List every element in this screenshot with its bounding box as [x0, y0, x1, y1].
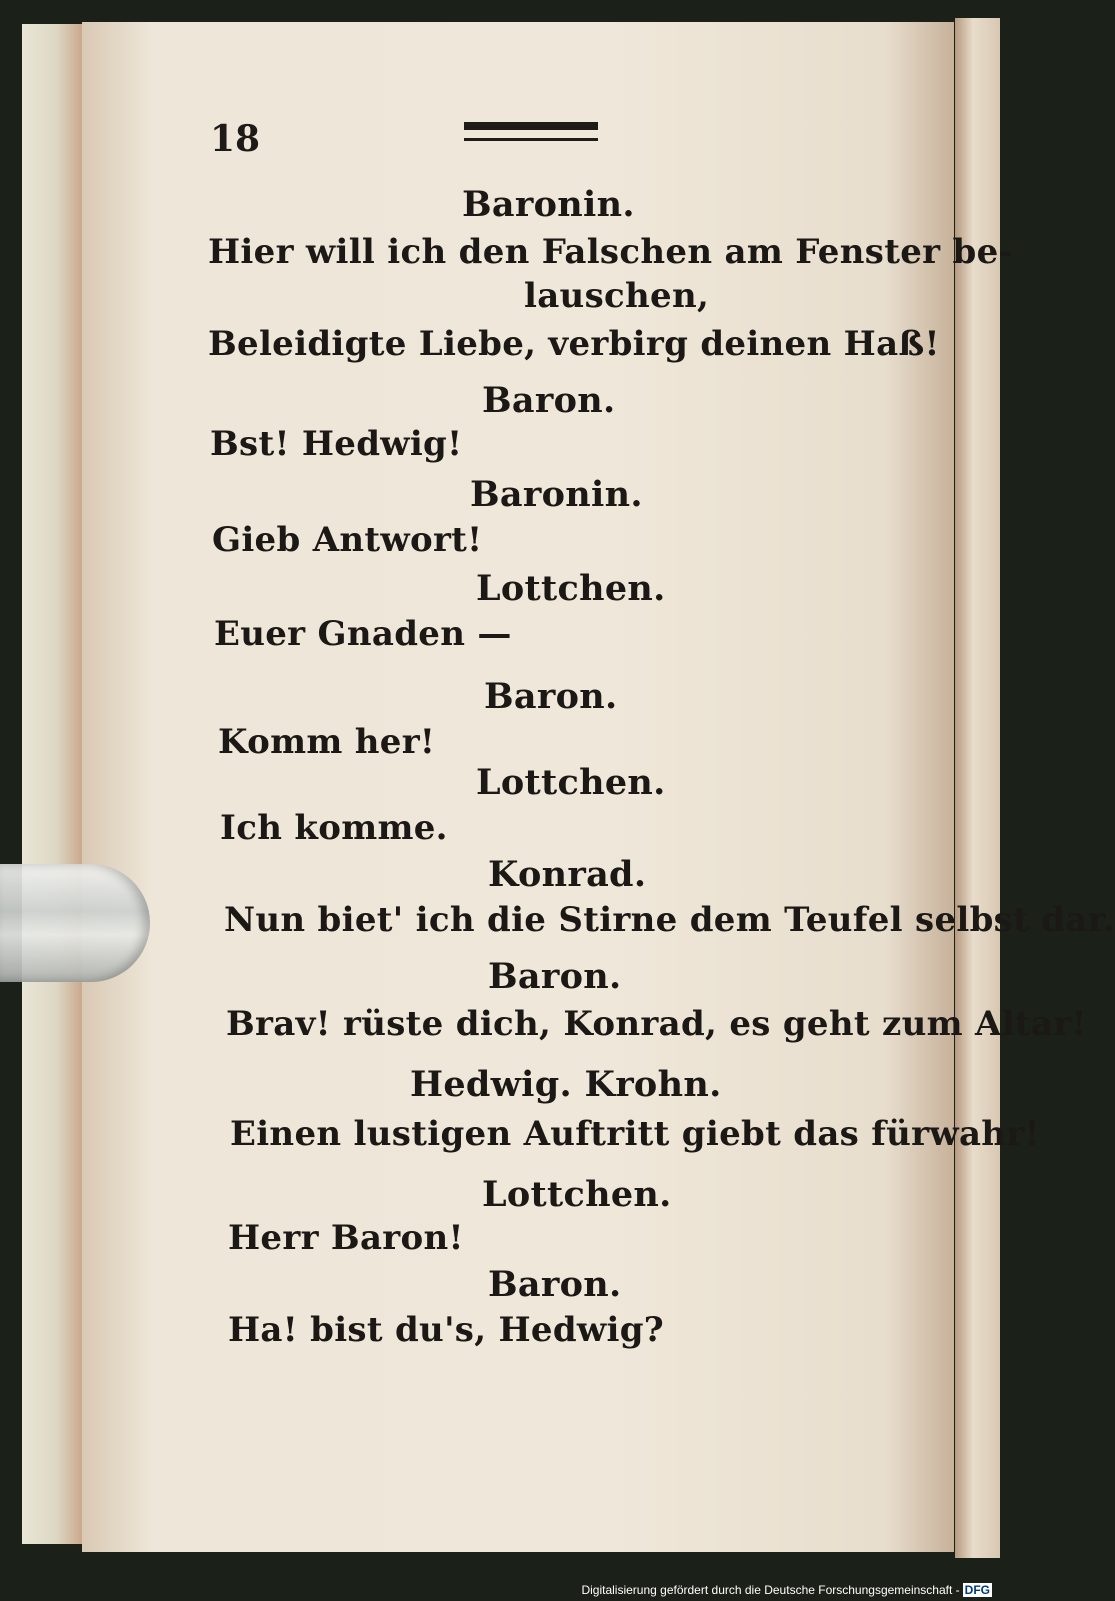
speaker-line: Lottchen. [476, 762, 666, 803]
speaker-line: Baron. [488, 1264, 622, 1305]
verse-line: Gieb Antwort! [212, 520, 483, 560]
verse-line: Ha! bist du's, Hedwig? [228, 1310, 665, 1350]
header-rule-thick [464, 122, 598, 130]
dfg-logo: DFG [964, 1583, 990, 1597]
speaker-line: Hedwig. Krohn. [410, 1064, 722, 1105]
verse-line: Beleidigte Liebe, verbirg deinen Haß! [208, 324, 940, 364]
speaker-line: Baron. [484, 676, 618, 717]
verse-line: Einen lustigen Auftritt giebt das fürwahr! [230, 1114, 1040, 1154]
credit-text: Digitalisierung gefördert durch die Deutsche Forschungsgemeinschaft - [581, 1583, 960, 1597]
page-number: 18 [210, 118, 261, 160]
speaker-line: Konrad. [488, 854, 647, 895]
verse-line: Hier will ich den Falschen am Fenster be- [208, 232, 1013, 272]
verse-line: Brav! rüste dich, Konrad, es geht zum Altar! [226, 1004, 1087, 1044]
speaker-line: Baron. [482, 380, 616, 421]
left-page-edge [22, 24, 84, 1544]
verse-line: Nun biet' ich die Stirne dem Teufel selbst dar. [224, 900, 1115, 940]
verse-line: Herr Baron! [228, 1218, 464, 1258]
speaker-line: Baronin. [470, 474, 643, 515]
verse-line: Bst! Hedwig! [210, 424, 463, 464]
header-rule-thin [464, 138, 598, 141]
verse-line: Komm her! [218, 722, 436, 762]
speaker-line: Lottchen. [476, 568, 666, 609]
digitization-credit [581, 1583, 992, 1597]
verse-line: lauschen, [524, 276, 710, 316]
verse-line: Euer Gnaden — [214, 614, 512, 654]
page-clip [0, 864, 150, 982]
speaker-line: Baronin. [462, 184, 635, 225]
speaker-line: Lottchen. [482, 1174, 672, 1215]
verse-line: Ich komme. [220, 808, 448, 848]
speaker-line: Baron. [488, 956, 622, 997]
